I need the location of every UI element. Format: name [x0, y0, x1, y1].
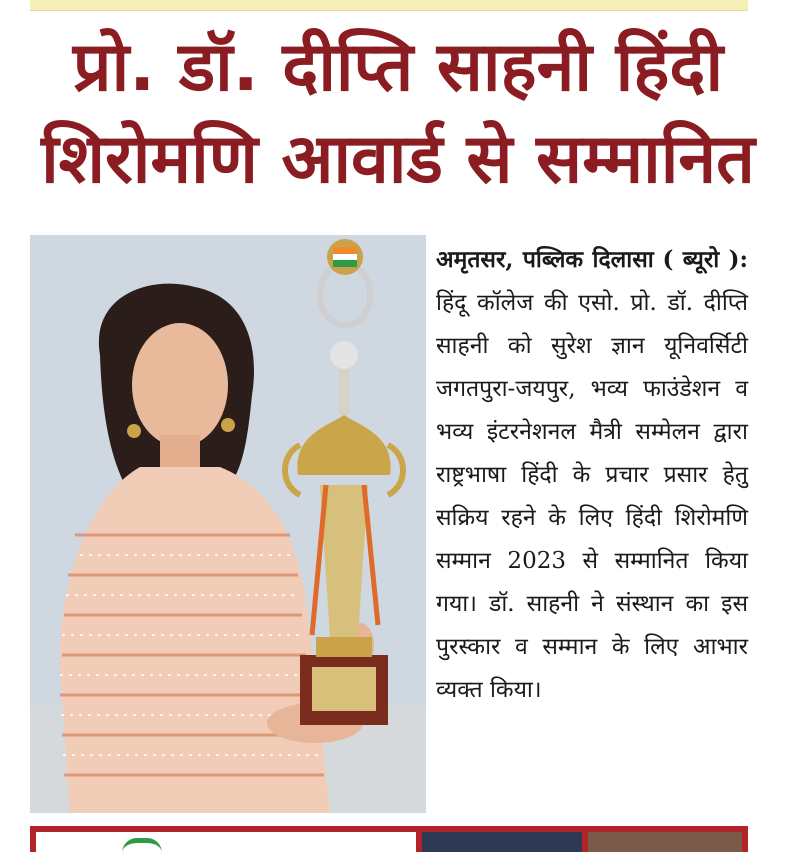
headline	[0, 22, 796, 206]
bottom-banner-photo-2	[588, 832, 742, 852]
top-banner-strip	[30, 0, 748, 11]
bottom-banner-panel	[36, 832, 416, 852]
bureau-credit: ( ब्यूरो ):	[662, 246, 749, 273]
headline-line-1: प्रो. डॉ. दीप्ति साहनी हिंदी	[72, 28, 724, 107]
green-logo-icon	[122, 838, 162, 853]
article-body	[436, 238, 748, 712]
bottom-banner-photo-1	[422, 832, 582, 852]
face-shape	[132, 323, 228, 447]
award-photo	[30, 235, 426, 813]
dateline: अमृतसर, पब्लिक दिलासा	[436, 246, 654, 273]
award-photo-illustration	[30, 235, 426, 813]
bottom-banner	[30, 826, 748, 852]
headline-line-2: शिरोमणि आवार्ड से सम्मानित	[41, 120, 755, 199]
article-body-text: हिंदू कॉलेज की एसो. प्रो. डॉ. दीप्ति साहनी को सुरेश ज्ञान यूनिवर्सिटी जगतपुरा-जयपुर, भव्य फाउंडेशन व भव्य इंटरनेशनल मैत्री सम्मेलन द्वारा राष्ट्रभाषा हिंदी के प्रचार प्रसार हेतु सक्रिय रहने के लिए हिंदी शिरोमणि सम्मान 2023 से सम्मानित किया गया। डॉ. साहनी ने संस्थान का इस पुरस्कार व सम्मान के लिए आभार व्यक्त किया।	[436, 290, 748, 703]
